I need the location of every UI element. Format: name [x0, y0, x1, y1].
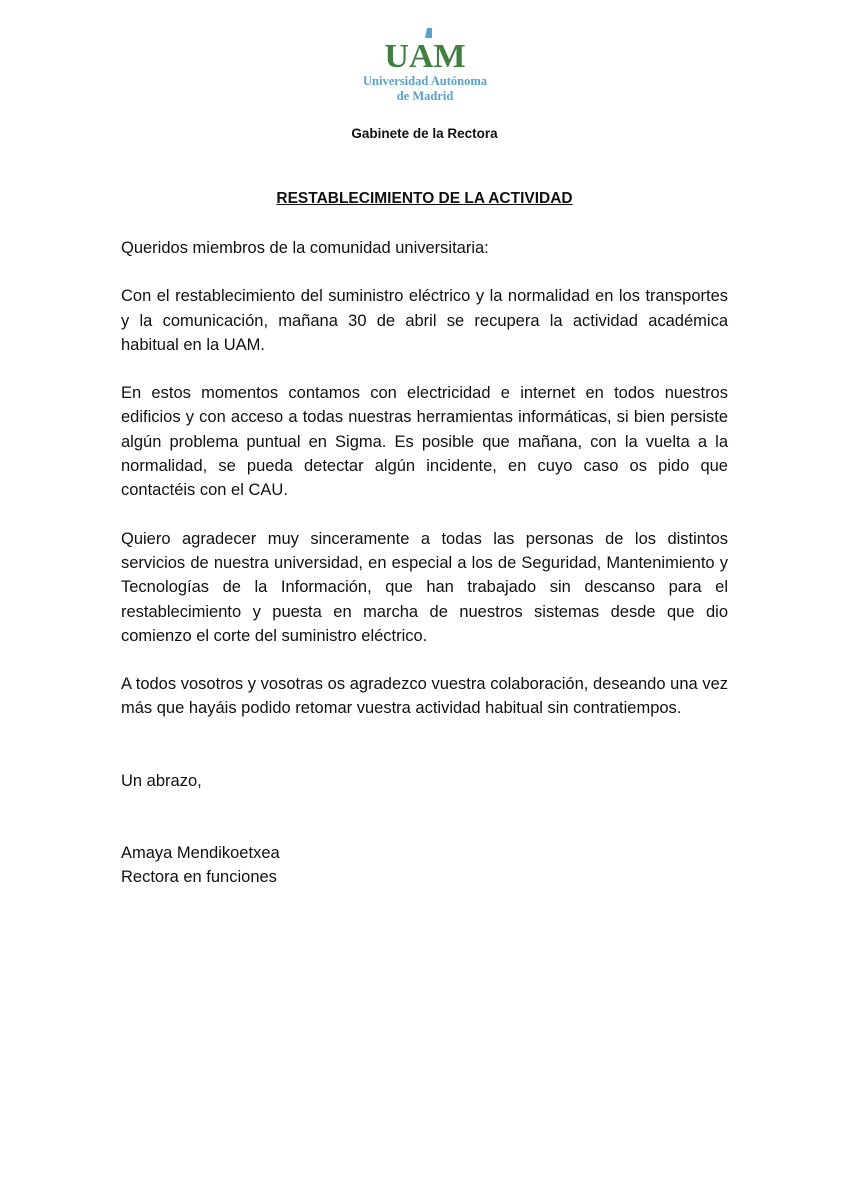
logo-university-name-line2: de Madrid: [396, 89, 454, 103]
logo-university-name-line1: Universidad Autónoma: [363, 74, 487, 88]
paragraph-status: En estos momentos contamos con electricidad e internet en todos nuestros edificios y con acceso a todas nuestras herramientas informáticas, si bien persiste algún problema puntual en Sigma. Es posible que mañana, con la vuelta a la normalidad, se pueda detectar algún incidente, en cuyo caso os pido que contactéis con el CAU.: [121, 384, 728, 500]
uam-wordmark-logo: [340, 26, 510, 72]
document-title: RESTABLECIMIENTO DE LA ACTIVIDAD: [276, 190, 573, 207]
office-header: Gabinete de la Rectora: [351, 126, 498, 141]
letter-body: [121, 236, 728, 890]
paragraph-collaboration: A todos vosotros y vosotras os agradezco vuestra colaboración, deseando una vez más que hayáis podido retomar vuestra actividad habitual sin contratiempos.: [121, 675, 728, 718]
uam-logo: [340, 26, 510, 108]
signer-name: Amaya Mendikoetxea: [121, 844, 280, 863]
signer-title: Rectora en funciones: [121, 868, 277, 887]
paragraph-thanks: Quiero agradecer muy sinceramente a todas las personas de los distintos servicios de nuestra universidad, en especial a los de Seguridad, Mantenimiento y Tecnologías de la Información, que han trabajado sin descanso para el restablecimiento y puesta en marcha de nuestros sistemas desde que dio comienzo el corte del suministro eléctrico.: [121, 529, 728, 645]
greeting: Queridos miembros de la comunidad universitaria:: [121, 239, 489, 257]
logo-wordmark: UAM: [384, 38, 466, 72]
closing: Un abrazo,: [121, 771, 202, 790]
paragraph-restoration: Con el restablecimiento del suministro eléctrico y la normalidad en los transportes y la comunicación, mañana 30 de abril se recupera la actividad académica habitual en la UAM.: [121, 287, 728, 354]
logo-flag-shape: [425, 28, 432, 38]
